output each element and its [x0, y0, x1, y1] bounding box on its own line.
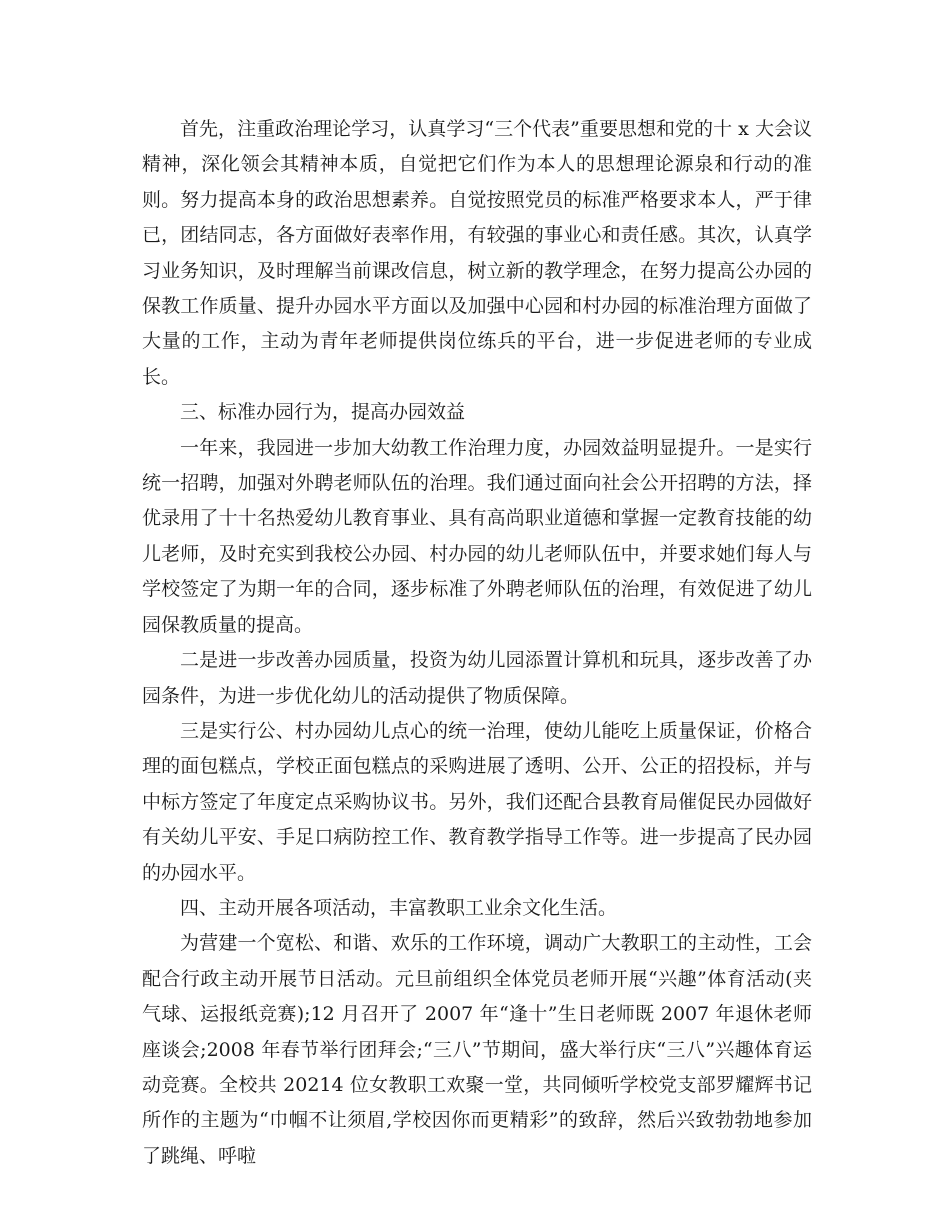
paragraph-snacks: 三是实行公、村办园幼儿点心的统一治理，使幼儿能吃上质量保证，价格合理的面包糕点，学校正面包糕点的采购进展了透明、公开、公正的招投标，并与中标方签定了年度定点采购协议书。另外，我们还配合县教育局催促民办园做好有关幼儿平安、手足口病防控工作、教育教学指导工作等。进一步提高了民办园的办园水平。 [142, 719, 812, 884]
paragraph-political-study: 首先，注重政治理论学习，认真学习“三个代表”重要思想和党的十 x 大会议精神，深化领会其精神本质，自觉把它们作为本人的思想理论源泉和行动的准则。努力提高本身的政治思想素养。自觉按照党员的标准严格要求本人，严于律已，团结同志，各方面做好表率作用，有较强的事业心和责任感。其次，认真学习业务知识，及时理解当前课改信息，树立新的教学理念，在努力提高公办园的保教工作质量、提升办园水平方面以及加强中心园和村办园的标准治理方面做了大量的工作，主动为青年老师提供岗位练兵的平台，进一步促进老师的专业成长。 [142, 118, 812, 388]
paragraph-activities: 为营建一个宽松、和谐、欢乐的工作环境，调动广大教职工的主动性，工会配合行政主动开展节日活动。元旦前组织全体党员老师开展“兴趣”体育活动(夹气球、运报纸竞赛);12 月召开了 2007 年“逢十”生日老师既 2007 年退休老师座谈会;2008 年春节举行团拜会;“三八”节期间，盛大举行庆“三八”兴趣体育运动竞赛。全校共 20214 位女教职工欢聚一堂，共同倾听学校党支部罗耀辉书记所作的主题为“巾帼不让须眉,学校因你而更精彩”的致辞，然后兴致勃勃地参加了跳绳、呼啦 [142, 932, 812, 1167]
section-heading-3: 三、标准办园行为，提高办园效益 [180, 401, 466, 424]
paragraph-recruitment: 一年来，我园进一步加大幼教工作治理力度，办园效益明显提升。一是实行统一招聘，加强对外聘老师队伍的治理。我们通过面向社会公开招聘的方法，择优录用了十十名热爱幼儿教育事业、具有高尚职业道德和掌握一定教育技能的幼儿老师，及时充实到我校公办园、村办园的幼儿老师队伍中，并要求她们每人与学校签定了为期一年的合同，逐步标准了外聘老师队伍的治理，有效促进了幼儿园保教质量的提高。 [142, 436, 812, 636]
paragraph-facilities: 二是进一步改善办园质量，投资为幼儿园添置计算机和玩具，逐步改善了办园条件，为进一步优化幼儿的活动提供了物质保障。 [142, 649, 812, 707]
section-heading-4: 四、主动开展各项活动，丰富教职工业余文化生活。 [180, 896, 618, 919]
document-body [142, 112, 812, 1174]
